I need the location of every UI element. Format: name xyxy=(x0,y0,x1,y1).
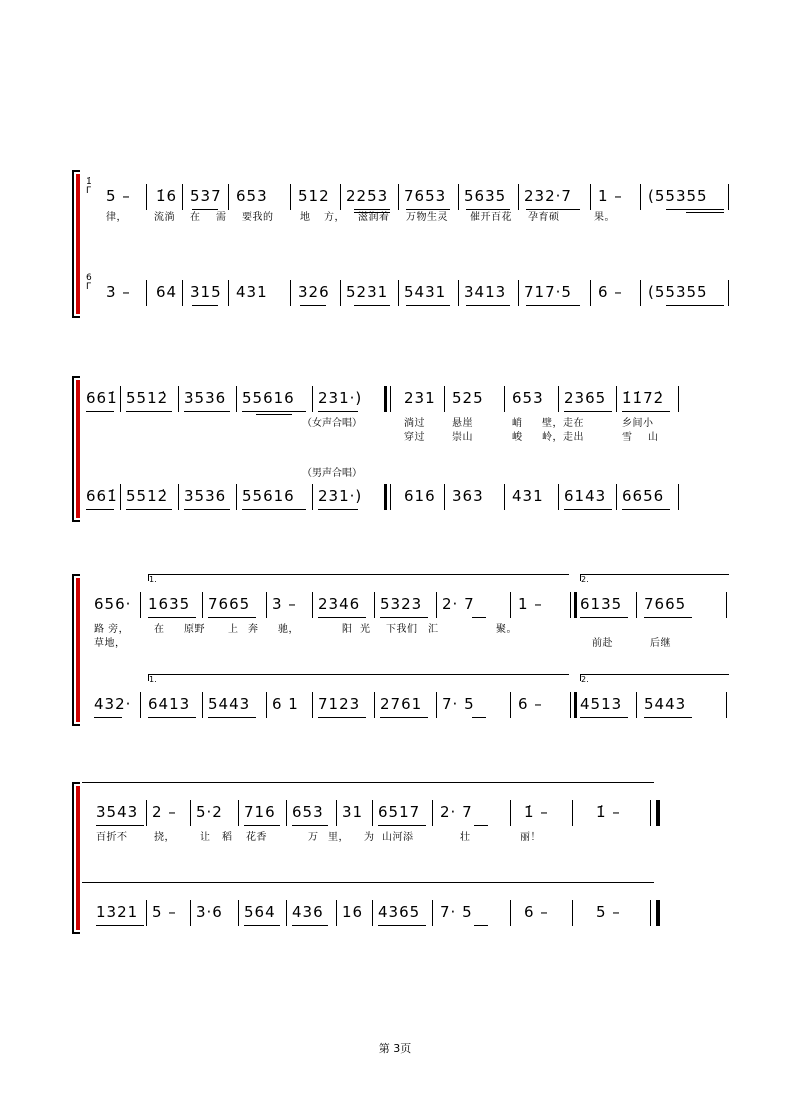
measure: 1 – xyxy=(598,187,623,205)
lyric: 草地， xyxy=(94,638,126,649)
volta-2: 2. xyxy=(580,674,729,681)
lyric: 下我们 xyxy=(386,624,418,635)
measure: (55355 xyxy=(648,283,708,301)
staff-lower xyxy=(86,274,730,318)
staff-lower xyxy=(86,675,728,730)
system-4 xyxy=(72,782,658,934)
measure: 3536 xyxy=(184,487,227,505)
measure: 661̇ xyxy=(86,487,118,505)
lyric: 原野 xyxy=(184,624,205,635)
measure: 7123 xyxy=(318,695,361,713)
measure: 2· 7 xyxy=(440,803,473,821)
measure: 64 xyxy=(156,283,178,301)
key-mark: 6 ᒥ xyxy=(86,273,92,292)
lyric: 丽！ xyxy=(520,832,541,843)
measure: 363 xyxy=(452,487,484,505)
measure: 1635 xyxy=(148,595,191,613)
measure: 3·6 xyxy=(196,903,223,921)
measure: 5323 xyxy=(380,595,423,613)
lyric: 悬崖 xyxy=(452,418,473,429)
lyric: 崇山 xyxy=(452,432,473,443)
measure: 5 – xyxy=(596,903,621,921)
page-number: 第 3页 xyxy=(378,1042,412,1055)
measure: 431 xyxy=(236,283,268,301)
measure: 1̇ – xyxy=(524,803,549,821)
volta-1: 1. xyxy=(148,674,569,681)
measure: 2· 7 xyxy=(442,595,475,613)
measure: 6656 xyxy=(622,487,665,505)
lyric: 稻 xyxy=(222,832,233,843)
measure: 1 – xyxy=(518,595,543,613)
measure: 3536 xyxy=(184,389,227,407)
measure: 3 – xyxy=(106,283,131,301)
measure: 6 – xyxy=(524,903,549,921)
lyric: 驰， xyxy=(278,624,299,635)
lyric: 岭，走出 xyxy=(542,432,584,443)
measure: 661̇ xyxy=(86,389,118,407)
measure: 1321 xyxy=(96,903,139,921)
measure: 6143 xyxy=(564,487,607,505)
measure: 716 xyxy=(244,803,276,821)
system-1 xyxy=(72,170,730,318)
measure: 55616 xyxy=(242,487,295,505)
lyric: 奔 xyxy=(248,624,259,635)
measure: 537 xyxy=(190,187,222,205)
lyric: 壁，走在 xyxy=(542,418,584,429)
measure: 231·) xyxy=(318,487,363,505)
measure: 2346 xyxy=(318,595,361,613)
lyric: 前赴 xyxy=(592,638,613,649)
key-mark: 1̇ ᒥ xyxy=(86,177,92,196)
lyric: 万 xyxy=(308,832,319,843)
measure: 717·5 xyxy=(524,283,572,301)
measure: 5512̇ xyxy=(126,487,169,505)
measure: 5443 xyxy=(208,695,251,713)
measure: 1̇1̇72̇ xyxy=(622,389,665,407)
lyric: 滋润着 xyxy=(358,212,390,223)
measure: 315 xyxy=(190,283,222,301)
lyric: 催开百花 xyxy=(470,212,512,223)
lyric: 为 xyxy=(364,832,375,843)
measure: 6 – xyxy=(598,283,623,301)
lyric: 里， xyxy=(328,832,349,843)
part-label-female: （女声合唱） xyxy=(302,418,362,429)
lyric: 路 旁， xyxy=(94,624,130,635)
measure: 564 xyxy=(244,903,276,921)
measure: 525 xyxy=(452,389,484,407)
measure: 7· 5 xyxy=(440,903,473,921)
measure: 55616 xyxy=(242,389,295,407)
measure: 7· 5 xyxy=(442,695,475,713)
measure: 616 xyxy=(404,487,436,505)
measure: 5635 xyxy=(464,187,507,205)
lyric: 果。 xyxy=(594,212,615,223)
lyric: 在 xyxy=(190,212,201,223)
lyric: 光 xyxy=(360,624,371,635)
lyric: 峭 xyxy=(512,418,523,429)
measure: 5431 xyxy=(404,283,447,301)
lyric: 山河添 xyxy=(382,832,414,843)
system-2 xyxy=(72,376,678,522)
lyric: 雪 xyxy=(622,432,633,443)
lyric: 百折不 xyxy=(96,832,128,843)
staff-lower xyxy=(86,478,678,522)
measure: 232·7 xyxy=(524,187,572,205)
measure: 512 xyxy=(298,187,330,205)
lyric: 需 xyxy=(216,212,227,223)
lyric: 在 xyxy=(154,624,165,635)
lyric: 律， xyxy=(106,212,127,223)
measure: 6413 xyxy=(148,695,191,713)
volta-2: 2. xyxy=(580,574,729,581)
lyric: 峻 xyxy=(512,432,523,443)
staff-upper xyxy=(86,380,678,424)
measure: 6 – xyxy=(518,695,543,713)
lyric: 地 xyxy=(300,212,311,223)
lyric: 汇 xyxy=(428,624,439,635)
measure: 231·) xyxy=(318,389,363,407)
measure: 431 xyxy=(512,487,544,505)
measure: 6 1 xyxy=(272,695,299,713)
lyric: 穿过 xyxy=(404,432,425,443)
measure: 2 – xyxy=(152,803,177,821)
measure: 31 xyxy=(342,803,364,821)
measure: 4513 xyxy=(580,695,623,713)
lyric: 让 xyxy=(200,832,211,843)
lyric: 流淌 xyxy=(154,212,175,223)
lyric: 山 xyxy=(648,432,659,443)
measure: 653 xyxy=(292,803,324,821)
measure: 2253 xyxy=(346,187,389,205)
measure: (55355 xyxy=(648,187,708,205)
lyric: 挠， xyxy=(154,832,175,843)
measure: 1̇6 xyxy=(156,187,178,205)
measure: 5231 xyxy=(346,283,389,301)
lyric: 要我的 xyxy=(242,212,274,223)
part-label-male: （男声合唱） xyxy=(302,468,362,479)
measure: 2761 xyxy=(380,695,423,713)
lyric: 乡间小 xyxy=(622,418,654,429)
measure: 2365 xyxy=(564,389,607,407)
measure: 5512̇ xyxy=(126,389,169,407)
lyric: 孕育硕 xyxy=(528,212,560,223)
measure: 5443 xyxy=(644,695,687,713)
measure: 6517 xyxy=(378,803,421,821)
measure: 4365 xyxy=(378,903,421,921)
lyric: 阳 xyxy=(342,624,353,635)
lyric: 后继 xyxy=(650,638,671,649)
measure: 7665 xyxy=(644,595,687,613)
measure: 6135 xyxy=(580,595,623,613)
measure: 436 xyxy=(292,903,324,921)
lyric: 方， xyxy=(324,212,345,223)
system-brace xyxy=(72,574,82,726)
lyric: 上 xyxy=(228,624,239,635)
system-3 xyxy=(72,574,728,726)
measure: 7653 xyxy=(404,187,447,205)
measure: 1̇ – xyxy=(596,803,621,821)
measure: 5 – xyxy=(152,903,177,921)
measure: 5·2 xyxy=(196,803,223,821)
measure: 653 xyxy=(512,389,544,407)
measure: 326 xyxy=(298,283,330,301)
measure: 656· xyxy=(94,595,132,613)
lyric: 壮 xyxy=(460,832,471,843)
lyric: 聚。 xyxy=(496,624,517,635)
volta-1: 1. xyxy=(148,574,569,581)
measure: 653 xyxy=(236,187,268,205)
lyric: 淌过 xyxy=(404,418,425,429)
staff-lower xyxy=(86,894,658,938)
measure: 3 – xyxy=(272,595,297,613)
system-brace xyxy=(72,170,82,318)
measure: 5 – xyxy=(106,187,131,205)
measure: 16 xyxy=(342,903,364,921)
system-brace xyxy=(72,782,82,934)
measure: 432· xyxy=(94,695,132,713)
lyric: 万物生灵 xyxy=(406,212,448,223)
measure: 3543 xyxy=(96,803,139,821)
system-brace xyxy=(72,376,82,522)
lyric: 花香 xyxy=(246,832,267,843)
measure: 3413 xyxy=(464,283,507,301)
measure: 231 xyxy=(404,389,436,407)
measure: 7665 xyxy=(208,595,251,613)
